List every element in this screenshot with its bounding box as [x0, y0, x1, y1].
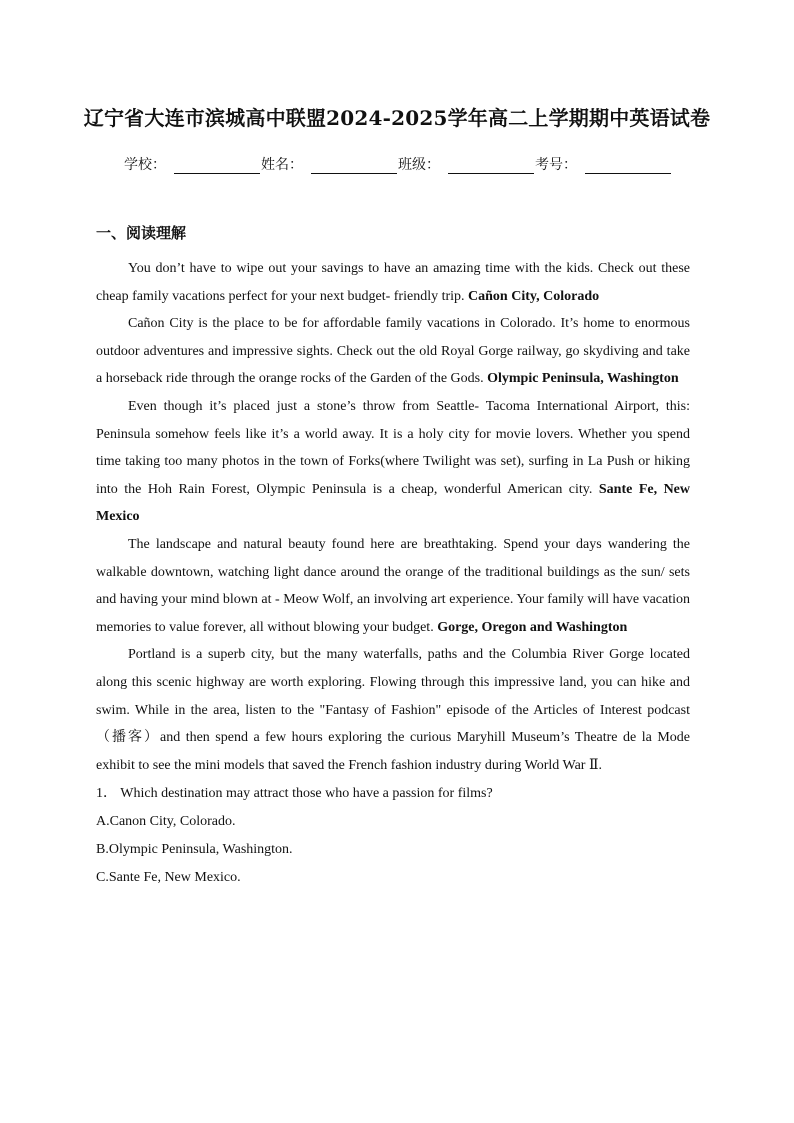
paragraph-text: Cañon City is the place to be for affordable family vacations in Colorado. It’s home to enormous outdoor adventures and impressive sights. Check out the old Royal Gorge railway, go skydiving and take a horseback ride through the orange rocks of the Garden of the Gods.: [96, 316, 690, 387]
reading-passage: [96, 255, 690, 892]
name-field: [261, 154, 398, 174]
option-a: A.Canon City, Colorado.: [96, 814, 236, 830]
destination-heading: Sante Fe, New Mexico: [96, 481, 691, 525]
question-1: 1． Which destination may attract those who have a passion for films?: [96, 786, 493, 802]
paragraph-text: You don’t have to wipe out your savings to have an amazing time with the kids. Check out these cheap family vacations perfect for your next budget- friendly trip.: [96, 261, 690, 304]
destination-heading: Olympic Peninsula, Washington: [487, 371, 679, 387]
passage-paragraph-1: [96, 255, 690, 310]
passage-paragraph-4: [96, 531, 690, 641]
class-label: 班级：: [398, 157, 440, 173]
passage-paragraph-2: [96, 310, 690, 393]
paragraph-text: Even though it’s placed just a stone’s throw from Seattle- Tacoma International Airport, this: Peninsula somehow feels like it’s a world away. It is a holy city for movie lovers. Whether you spend time taking too many photos in the town of Forks(where Twilight was set), surfing in La Push or hiking into the Hoh Rain Forest, Olympic Peninsula is a cheap, wonderful American city.: [96, 398, 690, 497]
option-b: B.Olympic Peninsula, Washington.: [96, 842, 293, 858]
name-label: 姓名：: [261, 157, 303, 173]
class-field: [398, 154, 535, 174]
school-field: [124, 154, 261, 174]
section-heading: 一、阅读理解: [96, 224, 187, 242]
destination-heading: Gorge, Oregon and Washington: [437, 619, 628, 635]
student-info-line: [124, 154, 672, 174]
passage-paragraph-3: [96, 393, 690, 531]
page-title: 辽宁省大连市滨城高中联盟2024-2025学年高二上学期期中英语试卷: [83, 106, 711, 130]
paragraph-text: The landscape and natural beauty found here are breathtaking. Spend your days wandering the walkable downtown, watching light dance around the orange of the traditional buildings as the sun/ sets and having your mind blown at - Meow Wolf, an involving art experience. Your family will have vacation memories to value forever, all without blowing your budget.: [96, 536, 690, 635]
destination-heading: Cañon City, Colorado: [468, 288, 600, 304]
passage-paragraph-5: [96, 641, 690, 779]
class-blank: [448, 158, 534, 174]
option-c: C.Sante Fe, New Mexico.: [96, 870, 241, 886]
number-blank: [585, 158, 671, 174]
number-label: 考号：: [535, 157, 577, 173]
paragraph-text: Portland is a superb city, but the many waterfalls, paths and the Columbia River Gorge located along this scenic highway are worth exploring. Flowing through this impressive land, you can hike and swim. While in the area, listen to the "Fantasy of Fashion" episode of the Articles of Interest podcast （播客）and then spend a few hours exploring the curious Maryhill Museum’s Theatre de la Mode exhibit to see the mini models that saved the French fashion industry during World War Ⅱ.: [96, 647, 690, 773]
name-blank: [311, 158, 397, 174]
number-field: [535, 154, 672, 174]
school-blank: [174, 158, 260, 174]
school-label: 学校：: [124, 157, 166, 173]
